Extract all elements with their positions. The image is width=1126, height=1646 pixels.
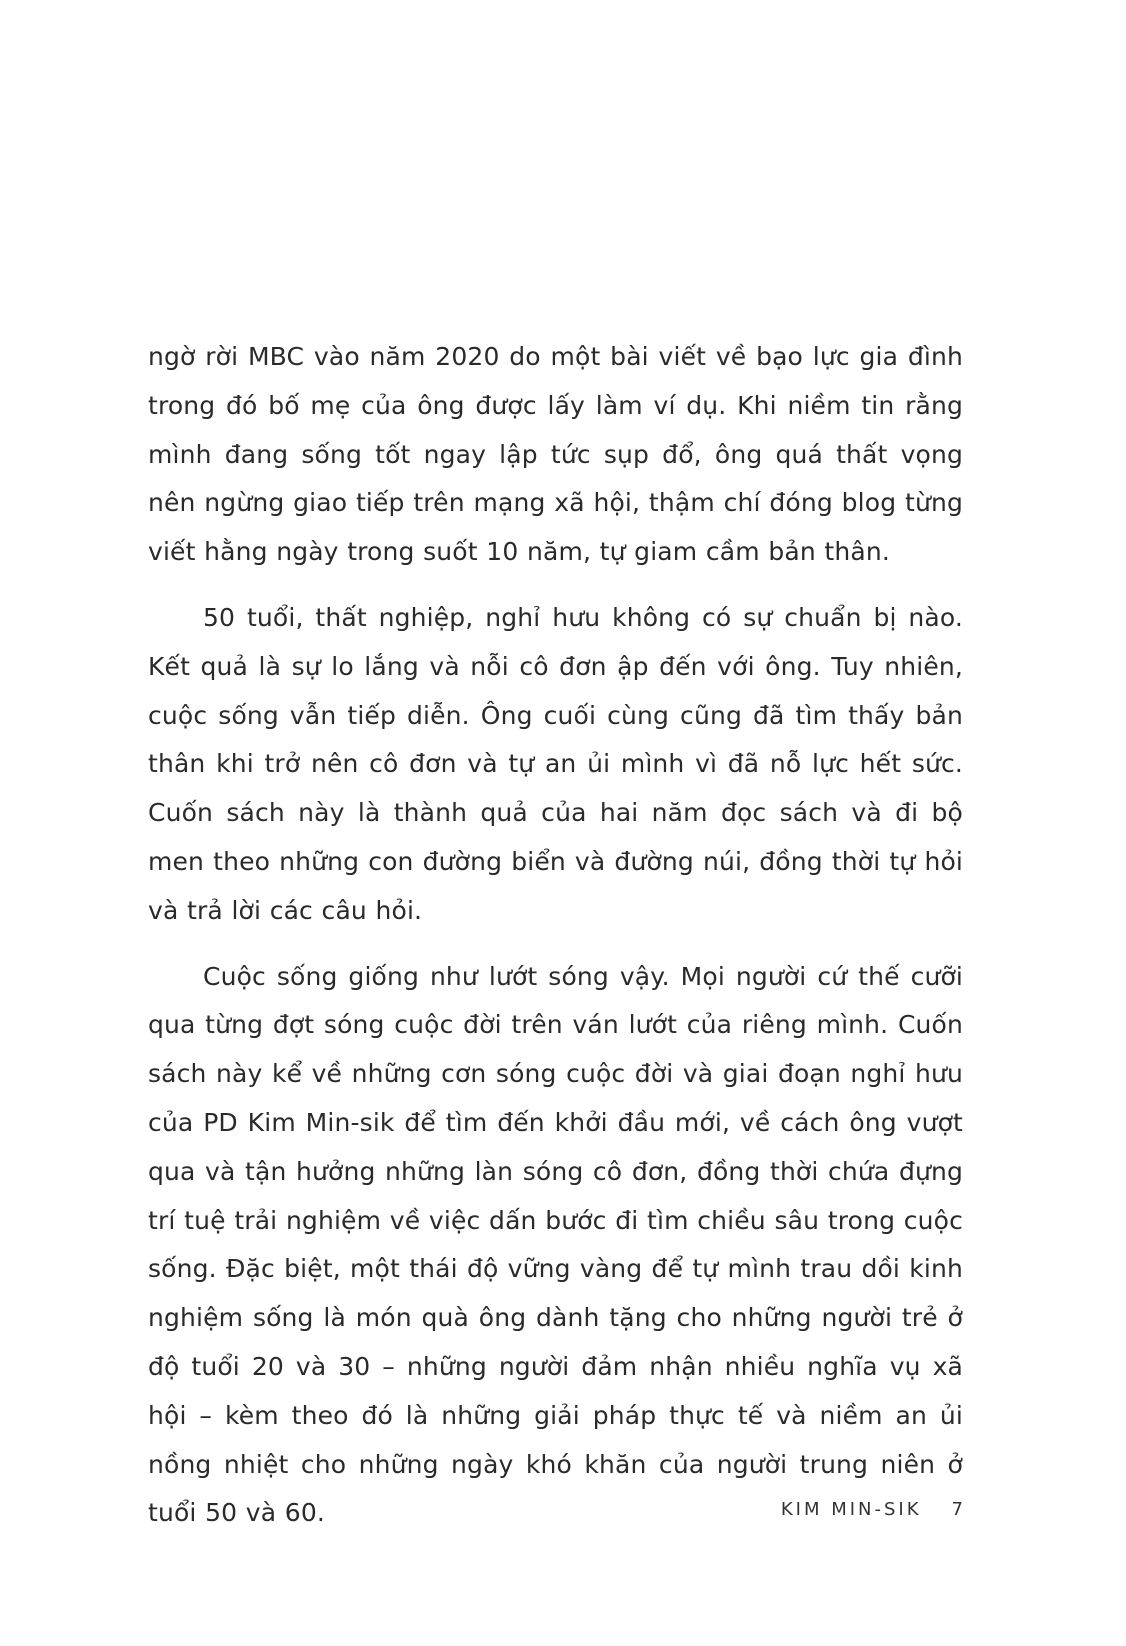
paragraph: Cuộc sống giống như lướt sóng vậy. Mọi người cứ thế cưỡi qua từng đợt sóng cuộc đời trên ván lướt của riêng mình. Cuốn sách này kể về những cơn sóng cuộc đời và giai đoạn nghỉ hưu của PD Kim Min-sik để tìm đến khởi đầu mới, về cách ông vượt qua và tận hưởng những làn sóng cô đơn, đồng thời chứa đựng trí tuệ trải nghiệm về việc dấn bước đi tìm chiều sâu trong cuộc sống. Đặc biệt, một thái độ vững vàng để tự mình trau dồi kinh nghiệm sống là món quà ông dành tặng cho những người trẻ ở độ tuổi 20 và 30 – những người đảm nhận nhiều nghĩa vụ xã hội – kèm theo đó là những giải pháp thực tế và niềm an ủi nồng nhiệt cho những ngày khó khăn của người trung niên ở tuổi 50 và 60. [148, 961, 963, 1528]
body-text [148, 333, 963, 1555]
running-footer-author: KIM MIN-SIK [780, 1499, 922, 1520]
page-number: 7 [951, 1499, 963, 1520]
paragraph: 50 tuổi, thất nghiệp, nghỉ hưu không có sự chuẩn bị nào. Kết quả là sự lo lắng và nỗi cô đơn ập đến với ông. Tuy nhiên, cuộc sống vẫn tiếp diễn. Ông cuối cùng cũng đã tìm thấy bản thân khi trở nên cô đơn và tự an ủi mình vì đã nỗ lực hết sức. Cuốn sách này là thành quả của hai năm đọc sách và đi bộ men theo những con đường biển và đường núi, đồng thời tự hỏi và trả lời các câu hỏi. [148, 602, 963, 925]
page-footer [680, 1498, 963, 1522]
paragraph-continued: ngờ rời MBC vào năm 2020 do một bài viết về bạo lực gia đình trong đó bố mẹ của ông được lấy làm ví dụ. Khi niềm tin rằng mình đang sống tốt ngay lập tức sụp đổ, ông quá thất vọng nên ngừng giao tiếp trên mạng xã hội, thậm chí đóng blog từng viết hằng ngày trong suốt 10 năm, tự giam cầm bản thân. [148, 342, 963, 567]
